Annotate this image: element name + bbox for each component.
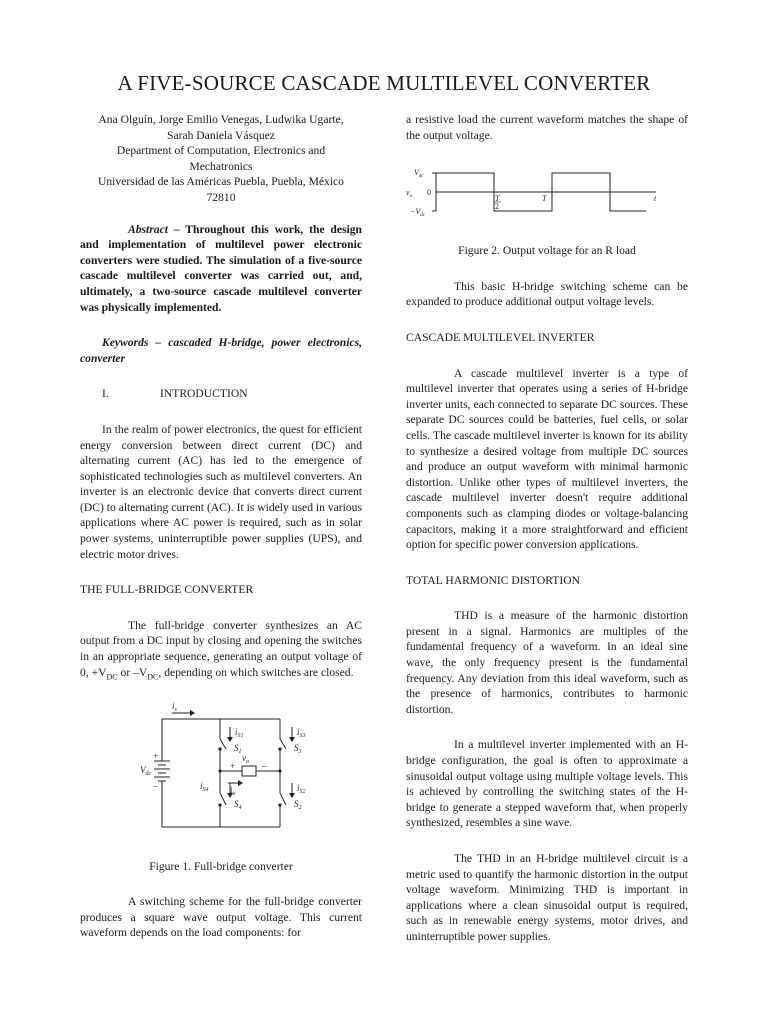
- zero-label: 0: [427, 188, 431, 198]
- half-period-denominator: 2: [495, 202, 499, 212]
- period-label: T: [542, 194, 547, 204]
- dc-source-label: $V_{dc}$: [140, 764, 152, 777]
- output-current-label: $i_o$: [230, 784, 236, 797]
- section-heading-cascade: CASCADE MULTILEVEL INVERTER: [406, 330, 595, 344]
- right-column: [406, 112, 688, 945]
- author-block: [80, 112, 362, 206]
- vo-axis-label: $v_o$: [406, 188, 413, 200]
- resistive-load-paragraph: a resistive load the current waveform matches the shape of the output voltage.: [406, 113, 688, 142]
- section-heading-full-bridge: THE FULL-BRIDGE CONVERTER: [80, 583, 254, 597]
- switch-label-s3: $S_3$: [294, 742, 302, 755]
- section-number: I.: [102, 387, 109, 401]
- switch-label-s2: $S_2$: [294, 798, 302, 811]
- affiliation-line: 72810: [206, 190, 236, 204]
- half-period-label: T: [495, 194, 500, 204]
- neg-vdc-level-label: $-V_{dc}$: [410, 207, 426, 219]
- keywords: Keywords – cascaded H-bridge, power electronics, converter: [80, 336, 362, 365]
- left-column: [80, 112, 362, 941]
- source-current-label: $i_s$: [172, 700, 177, 713]
- cascade-paragraph: A cascade multilevel inverter is a type of multilevel inverter that operates using a series of H-bridge inverter units, each connected to separate DC sources. These separate DC sources could be batteries, fuel cells, or solar cells. The cascade multilevel inverter is known for its ability to synthesize a desired voltage from multiple DC sources and produce an output waveform with minimal harmonic distortion. Unlike other types of multilevel inverters, the cascade multilevel inverter doesn't require additional components such as clamping diodes or voltage-balancing capacitors, making it a more straightforward and efficient option for specific power conversion applications.: [406, 366, 688, 552]
- svg-text:–: –: [262, 760, 267, 771]
- author-line: Sarah Daniela Vásquez: [167, 128, 275, 142]
- full-bridge-circuit-diagram: [80, 699, 362, 847]
- switch-current-label: $i_{S1}$: [235, 726, 244, 739]
- abstract-label: Abstract: [128, 222, 168, 236]
- section-heading-thd: TOTAL HARMONIC DISTORTION: [406, 573, 580, 587]
- output-voltage-label: $v_o$: [242, 752, 249, 765]
- thd-paragraph-2: In a multilevel inverter implemented with an H-bridge configuration, the goal is often to approximate a sinusoidal output voltage using multiple voltage levels. This is achieved by controlling the switching states of the H-bridge to generate a stepped waveform that, when properly synthesized, resembles a sine wave.: [406, 738, 688, 830]
- figure-2: [406, 161, 688, 223]
- thd-paragraph-3: The THD in an H-bridge multilevel circuit is a metric used to quantify the harmonic distortion in the output voltage waveform. Minimizing THD is important in applications where a clean sinusoidal output is required, such as in renewable energy systems, motor drives, and uninterruptible power supplies.: [406, 852, 688, 943]
- author-line: Ana Olguín, Jorge Emilio Venegas, Ludwika Ugarte,: [98, 113, 344, 126]
- vdc-level-label: $V_{dc}$: [414, 168, 424, 180]
- switch-current-label: $i_{S2}$: [297, 782, 306, 795]
- switch-current-label: $i_{S3}$: [297, 726, 306, 739]
- svg-text:–: –: [153, 780, 158, 791]
- square-wave-plot: [406, 161, 688, 223]
- section-heading-introduction: I. INTRODUCTION: [80, 386, 362, 402]
- switch-label-s1: $S_1$: [234, 742, 242, 755]
- affiliation-line: Universidad de las Américas Puebla, Puebla, México: [98, 175, 344, 189]
- affiliation-line: Department of Computation, Electronics and: [116, 144, 326, 158]
- paper-title: A FIVE-SOURCE CASCADE MULTILEVEL CONVERTER: [117, 71, 651, 95]
- figure-2-caption: Figure 2. Output voltage for an R load: [458, 244, 636, 258]
- hbridge-paragraph: This basic H-bridge switching scheme can be expanded to produce additional output voltage levels.: [406, 279, 688, 309]
- figure-1: [80, 699, 362, 847]
- switching-scheme-paragraph: A switching scheme for the full-bridge converter produces a square wave output voltage. This current waveform depends on the load components: for: [80, 895, 362, 940]
- full-bridge-paragraph: The full-bridge converter synthesizes an AC output from a DC input by closing and opening the switches in an appropriate sequence, generating an output voltage of 0, $+V_{DC}$ or $-V_{DC}$, depending on which switches are closed.: [80, 618, 362, 681]
- abstract-text: Throughout this work, the design and implementation of multilevel power electronic converters were studied. The simulation of a five-source cascade multilevel converter was carried out, and, ultimately, a two-source cascade multilevel converter was physically implemented.: [80, 222, 362, 314]
- switch-current-label: $i_{S4}$: [200, 780, 209, 793]
- svg-text:+: +: [153, 750, 159, 761]
- switch-label-s4: $S_4$: [234, 798, 242, 811]
- svg-text:+: +: [230, 760, 236, 771]
- thd-paragraph-1: THD is a measure of the harmonic distortion present in a signal. Harmonics are multiples of the fundamental frequency of a waveform. In an ideal sine wave, the only frequency present is the fundamental frequency. Any deviation from this ideal waveform, such as the presence of harmonics, contributes to harmonic distortion.: [406, 609, 688, 716]
- intro-paragraph: In the realm of power electronics, the quest for efficient energy conversion between direct current (DC) and alternating current (AC) has led to the emergence of sophisticated technologies such as multilevel converters. An inverter is an electronic device that converts direct current (DC) to alternating current (AC). It is widely used in various applications where AC power is required, such as in solar power systems, uninterruptible power supplies (UPS), and electric motor drives.: [80, 422, 362, 561]
- abstract: Abstract – Throughout this work, the design and implementation of multilevel power electronic converters were studied. The simulation of a five-source cascade multilevel converter was carried out, and, ultimately, a two-source cascade multilevel converter was physically implemented.: [80, 222, 362, 314]
- figure-1-caption: Figure 1. Full-bridge converter: [149, 859, 293, 873]
- time-axis-label: t: [654, 194, 657, 204]
- affiliation-line: Mechatronics: [189, 159, 253, 173]
